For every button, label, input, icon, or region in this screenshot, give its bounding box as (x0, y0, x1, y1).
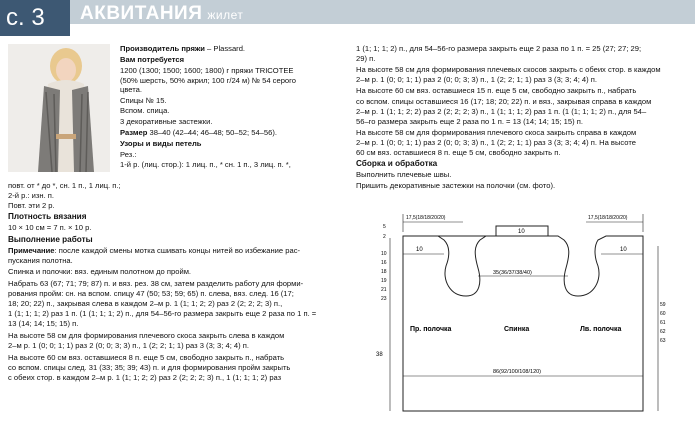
assembly-title: Сборка и обработка (356, 159, 438, 168)
needles-text: Спицы № 15. (120, 96, 167, 105)
pattern-row-1-cont: повт. от * до *, сн. 1 п., 1 лиц. п.; (8, 181, 121, 190)
right-mark: 63 (660, 338, 666, 344)
right-line: со вспом. спицы оставшиеся 16 (17; 18; 20; 22) п. и вяз., закрывая справа в каждом (356, 97, 652, 106)
right-mark: 59 (660, 302, 666, 308)
aux-needle-text: Вспом. спица. (120, 106, 170, 115)
right-mark: 60 (660, 311, 666, 317)
dim-shoulder-right: 17,5(18/18/20/20) (588, 215, 628, 221)
body-line: рования пройм: сн. на вспом. спицу 47 (50; 53; 59; 65) п. слева, вяз. след. 16 (17; (8, 289, 294, 298)
page-title: АКВИТАНИЯ жилет (80, 3, 244, 24)
note-text: Примечание: после каждой смены мотка сшивать концы нитей во избежание рас- (8, 246, 301, 255)
dim-mid-width: 35(36/37/38/40) (493, 270, 532, 276)
right-line: 2–м р. 1 (0; 0; 1; 1) раз 2 (0; 0; 3; 3) п., 1 (2; 2; 1; 1) раз 3 (3; 3; 4; 4) п. На высоте (356, 138, 636, 147)
body-line: с обеих стор. в каждом 2–м р. 1 (1; 1; 2; 2) раз 2 (2; 2; 2; 3) п., 1 (1; 1; 1; 2) раз (8, 373, 282, 382)
right-mark: 61 (660, 320, 666, 326)
body-line: 2–м р. 1 (0; 0; 1; 1) раз 2 (0; 0; 3; 3) п., 1 (2; 2; 1; 1) раз 3 (3; 3; 4; 4) п. (8, 341, 249, 350)
page-header (0, 0, 695, 36)
assembly-line: Выполнить плечевые швы. (356, 170, 452, 179)
right-line: На высоте 58 см для формирования плечевого скоса закрыть справа в каждом (356, 128, 637, 137)
label-right-front: Пр. полочка (410, 326, 452, 333)
pattern-row-1: 1-й р. (лиц. стор.): 1 лиц. п., * сн. 1 п., 3 лиц. п. *, (120, 160, 291, 169)
right-line: На высоте 60 см вяз. оставшиеся 15 п. еще 5 см, свободно закрыть п., набрать (356, 86, 637, 95)
page-subtitle: жилет (207, 8, 244, 22)
size-text: Размер 38–40 (42–44; 46–48; 50–52; 54–56). (120, 128, 277, 137)
left-mark: 19 (381, 278, 387, 284)
materials-title: Вам потребуется (120, 55, 185, 64)
body-line: со вспом. спицы след. 31 (33; 35; 39; 43) п. и для формирования пройм закрыть (8, 363, 291, 372)
right-line: 56–го размера закрыть еще 2 раза по 1 п. = 13 (14; 14; 15; 15) п. (356, 117, 583, 126)
clasps-text: 3 декоративные застежки. (120, 117, 213, 126)
materials-line: (50% шерсть, 50% акрил; 100 г/24 м) № 54 серого (120, 75, 296, 85)
density-text: 10 × 10 см = 7 п. × 10 р. (8, 223, 92, 232)
label-left-front: Лв. полочка (580, 326, 622, 333)
dim-shoulder-left: 17,5(18/18/20/20) (406, 215, 446, 221)
dim-ten-right: 10 (620, 247, 627, 253)
left-mark: 5 (383, 224, 386, 230)
right-line: 2–м р. 1 (0; 0; 1; 1) раз 2 (0; 0; 3; 3) п., 1 (2; 2; 1; 1) раз 3 (3; 3; 4; 4) п. (356, 75, 597, 84)
body-line: Спинка и полочки: вяз. единым полотном до пройм. (8, 267, 192, 276)
materials-line: 1200 (1300; 1500; 1600; 1800) г пряжи TRICOTEE (120, 66, 294, 75)
body-line: 18; 20; 22) п., закрывая слева в каждом 2–м р. 1 (1; 1; 2; 2) раз 2 (2; 2; 2; 3) п., (8, 299, 283, 308)
pattern-row-2: 2-й р.: изн. п. (8, 191, 55, 200)
note-text-cont: пускания полотна. (8, 256, 73, 265)
left-mark: 18 (381, 269, 387, 275)
body-line: 1 (1; 1; 1; 2) раз 1 п. (1 (1; 1; 1; 2) п., для 54–56-го размера закрыть еще 2 раза по 1 п. = (8, 309, 317, 318)
right-line: На высоте 58 см для формирования плечевых скосов закрыть с обеих стор. в каждом (356, 65, 661, 74)
right-mark: 62 (660, 329, 666, 335)
left-mark: 23 (381, 296, 387, 302)
left-mark: 2 (383, 234, 386, 240)
pattern-diagram (358, 206, 688, 426)
materials-line: цвета. (120, 85, 142, 94)
dim-neck: 10 (518, 229, 525, 235)
left-mark: 10 (381, 251, 387, 257)
dim-height: 38 (376, 352, 383, 358)
left-mark: 21 (381, 287, 387, 293)
right-line: 2–м р. 1 (1; 1; 2; 2) раз 2 (2; 2; 2; 3) п., 1 (1; 1; 1; 2) раз 1 п. (1 (1; 1; 1; 2) п., для 54– (356, 107, 647, 116)
body-line: 13 (14; 14; 15; 15) п. (8, 319, 79, 328)
rib-text: Рез.: (120, 150, 137, 159)
density-title: Плотность вязания (8, 212, 87, 221)
pattern-repeat: Повт. эти 2 р. (8, 201, 55, 210)
dim-bottom-width: 86(92/100/108/120) (493, 369, 542, 375)
page-number-badge: с. 3 (0, 0, 70, 36)
yarn-maker: Производитель пряжи – Plassard. (120, 44, 246, 53)
model-photo-illustration (8, 44, 110, 172)
model-photo (8, 44, 110, 172)
left-mark: 16 (381, 260, 387, 266)
assembly-line: Пришить декоративные застежки на полочки (см. фото). (356, 181, 556, 190)
right-line: 29) п. (356, 54, 376, 63)
pattern-title: Узоры и виды петель (120, 139, 202, 148)
body-line: Набрать 63 (67; 71; 79; 87) п. и вяз. рез. 38 см, затем разделить работу для форми- (8, 279, 304, 288)
dim-ten-left: 10 (416, 247, 423, 253)
body-line: На высоте 60 см вяз. оставшиеся 8 п. еще 5 см, свободно закрыть п., набрать (8, 353, 285, 362)
label-back: Спинка (504, 326, 530, 333)
right-line: 1 (1; 1; 1; 2) п., для 54–56-го размера закрыть еще 2 раза по 1 п. = 25 (27; 27; 29; (356, 44, 642, 53)
body-line: На высоте 58 см для формирования плечевого скоса закрыть слева в каждом (8, 331, 285, 340)
right-line: 60 см вяз. оставшиеся 8 п. еще 5 см, свободно закрыть п. (356, 148, 561, 157)
work-title: Выполнение работы (8, 235, 93, 244)
